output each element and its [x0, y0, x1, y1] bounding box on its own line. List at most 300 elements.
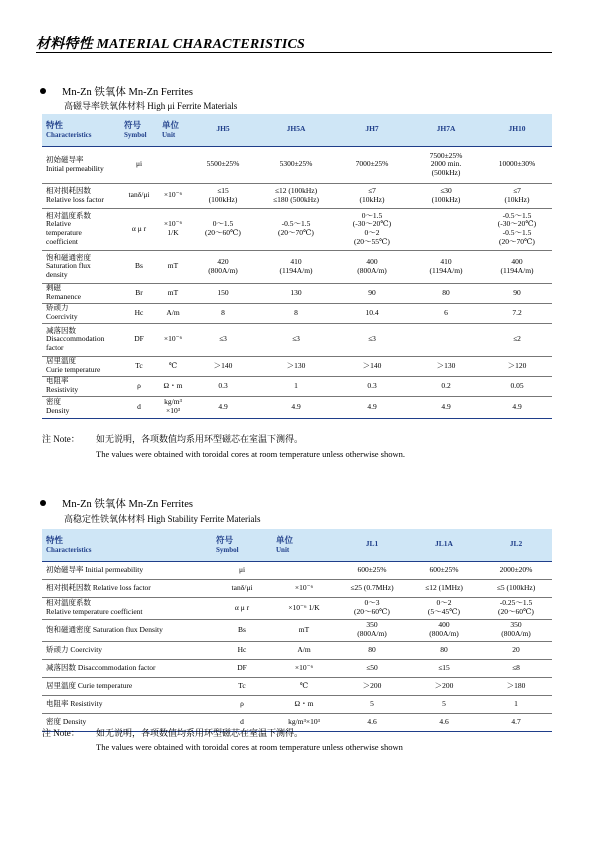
value-cell [258, 396, 334, 418]
cell-line: (10kHz) [504, 194, 530, 204]
cell-line: (100kHz) [431, 194, 461, 204]
cell-line: 8 [294, 307, 298, 317]
value-cell [410, 323, 482, 356]
characteristic-cell [42, 323, 120, 356]
table-row [42, 561, 552, 579]
cell-line: 600±25% [429, 564, 459, 574]
cell-line: 80 [440, 644, 448, 654]
symbol-cell: Hc [120, 303, 158, 323]
cell-line: 电阻率 Resistivity [46, 698, 103, 708]
table-row [42, 283, 552, 303]
characteristic-cell [42, 597, 212, 619]
unit-cell: ℃ [158, 356, 188, 376]
cell-line: 80 [442, 287, 450, 297]
cell-line: ≤15 [217, 185, 229, 195]
cell-line: 10.4 [365, 307, 379, 317]
value-cell [334, 376, 410, 396]
value-cell [480, 677, 552, 695]
value-cell [408, 677, 480, 695]
unit-cell: kg/m³ ×10³ [158, 396, 188, 418]
header-grade: JL2 [480, 529, 552, 561]
value-cell [336, 713, 408, 731]
cell-line: (800A/m) [501, 629, 531, 638]
cell-line: ≤12 (1MHz) [425, 582, 463, 592]
note-cn: 如无说明，各项数值均系用环型磁芯在室温下测得。 [96, 434, 304, 444]
unit-cell: A/m [158, 303, 188, 323]
value-cell [334, 208, 410, 250]
value-cell [408, 597, 480, 619]
value-cell [480, 579, 552, 597]
table-row [42, 323, 552, 356]
header-grade: JL1A [408, 529, 480, 561]
cell-line: 相对温度系数 [46, 210, 91, 220]
section2-note-en: The values were obtained with toroidal cores at room temperature unless otherwise shown [96, 742, 403, 752]
value-cell [334, 250, 410, 283]
table-row [42, 376, 552, 396]
cell-line: (800A/m) [357, 265, 387, 275]
cell-line: ≤5 (100kHz) [496, 582, 536, 592]
cell-line: 0～1.5 [361, 210, 383, 220]
cell-line: (5～45℃) [427, 607, 461, 616]
cell-line: ≤3 [292, 334, 300, 344]
cell-line: 0～2 [364, 228, 380, 237]
bullet-icon [40, 88, 46, 94]
cell-line: (20～60℃) [498, 607, 534, 616]
value-cell [188, 356, 258, 376]
cell-line: (20～70℃) [499, 236, 535, 246]
cell-line: ＞120 [507, 360, 527, 370]
value-cell [258, 250, 334, 283]
cell-line: 350 [366, 620, 378, 630]
header-en: Characteristics [46, 130, 92, 139]
value-cell [336, 579, 408, 597]
characteristic-cell [42, 183, 120, 208]
value-cell [410, 396, 482, 418]
header-en: Symbol [124, 130, 147, 139]
value-cell [408, 695, 480, 713]
cell-line: 350 [510, 620, 522, 630]
header-cn: 特性 [46, 534, 64, 545]
cell-line: (20～60℃) [354, 607, 390, 616]
cell-line: (500kHz) [431, 167, 461, 177]
cell-line: 初始磁导率 Initial permeability [46, 564, 144, 574]
header-unit [272, 529, 336, 561]
value-cell [408, 579, 480, 597]
cell-line: Density [46, 406, 70, 415]
cell-line: (20～55℃) [354, 236, 390, 246]
header-grade: JH5 [188, 114, 258, 146]
characteristic-cell [42, 695, 212, 713]
value-cell [258, 146, 334, 183]
symbol-cell: μi [212, 561, 272, 579]
cell-line: 80 [368, 644, 376, 654]
table-row [42, 695, 552, 713]
cell-line: 0.3 [218, 380, 228, 390]
cell-line: -0.5～1.5 [502, 228, 532, 237]
header-en: Unit [162, 130, 176, 139]
cell-line: ≤3 [368, 334, 376, 344]
cell-line: 2000±20% [499, 564, 533, 574]
cell-line: 420 [217, 256, 229, 266]
cell-line: 2000 min. [430, 159, 462, 169]
unit-cell: ×10⁻⁶ [272, 579, 336, 597]
unit-cell: kg/m³×10³ [272, 713, 336, 731]
cell-line: 相对损耗因数 [46, 185, 91, 195]
table-row [42, 146, 552, 183]
unit-cell [272, 561, 336, 579]
value-cell [482, 376, 552, 396]
value-cell [334, 323, 410, 356]
cell-line: Saturation flux [46, 261, 91, 271]
cell-line: ≤7 [368, 185, 376, 195]
value-cell [188, 208, 258, 250]
cell-line: 0.2 [441, 380, 451, 390]
table-header-row [42, 114, 552, 146]
value-cell [410, 183, 482, 208]
symbol-cell: d [120, 396, 158, 418]
value-cell [482, 146, 552, 183]
value-cell [336, 561, 408, 579]
header-symbol [120, 114, 158, 146]
value-cell [188, 250, 258, 283]
cell-line: 相对损耗因数 Relative loss factor [46, 582, 151, 592]
section2-heading-text: Mn-Zn 铁氧体 Mn-Zn Ferrites [62, 499, 193, 510]
unit-cell: Ω・m [158, 376, 188, 396]
value-cell [408, 713, 480, 731]
section1-heading-text: Mn-Zn 铁氧体 Mn-Zn Ferrites [62, 87, 193, 98]
cell-line: 饱和磁通密度 [46, 252, 91, 262]
cell-line: 10000±30% [498, 159, 536, 169]
cell-line: -0.5～1.5 [502, 210, 532, 220]
symbol-cell: DF [212, 659, 272, 677]
characteristic-cell [42, 283, 120, 303]
cell-line: 4.9 [512, 401, 522, 411]
header-grade: JH7A [410, 114, 482, 146]
table-row [42, 677, 552, 695]
value-cell [258, 208, 334, 250]
symbol-cell: Tc [120, 356, 158, 376]
value-cell [188, 376, 258, 396]
cell-line: ≤3 [219, 334, 227, 344]
table-row [42, 597, 552, 619]
cell-line: 4.9 [291, 401, 301, 411]
table-row [42, 208, 552, 250]
cell-line: 7500±25% [429, 150, 463, 160]
cell-line: 410 [440, 256, 452, 266]
cell-line: 4.6 [367, 716, 377, 726]
cell-line: (800A/m) [208, 265, 238, 275]
value-cell [188, 183, 258, 208]
cell-line: ＞200 [434, 680, 454, 690]
value-cell [480, 619, 552, 641]
unit-cell: mT [272, 619, 336, 641]
cell-line: Coercivity [46, 312, 78, 321]
header-cn: 符号 [216, 534, 234, 545]
characteristic-cell [42, 579, 212, 597]
value-cell [258, 303, 334, 323]
cell-line: 初始磁导率 [46, 154, 84, 164]
cell-line: 居里温度 [46, 356, 76, 366]
cell-line: 4.7 [511, 716, 521, 726]
symbol-cell: Br [120, 283, 158, 303]
unit-cell: ×10⁻⁶ 1/K [158, 208, 188, 250]
value-cell [334, 396, 410, 418]
cell-line: 7.2 [512, 307, 522, 317]
symbol-cell: α μ r [120, 208, 158, 250]
cell-line: Resistivity [46, 385, 79, 394]
header-grade: JH10 [482, 114, 552, 146]
value-cell [480, 695, 552, 713]
section2-subheading: 高稳定性铁氧体材料 High Stability Ferrite Materials [64, 514, 261, 524]
value-cell [336, 659, 408, 677]
value-cell [408, 659, 480, 677]
value-cell [258, 283, 334, 303]
cell-line: coefficient [46, 236, 78, 246]
section1-subheading: 高磁导率铁氧体材料 High μi Ferrite Materials [64, 101, 238, 111]
cell-line: (-30～20℃) [497, 219, 537, 229]
cell-line: 400 [366, 256, 378, 266]
value-cell [258, 183, 334, 208]
cell-line: ＞140 [362, 360, 382, 370]
characteristic-cell [42, 619, 212, 641]
value-cell [482, 396, 552, 418]
header-cn: 特性 [46, 119, 64, 130]
value-cell [188, 146, 258, 183]
cell-line: (10kHz) [359, 194, 385, 204]
header-en: Symbol [216, 545, 239, 554]
cell-line: (20～70℃) [278, 228, 314, 237]
cell-line: ＞130 [436, 360, 456, 370]
header-cn: 单位 [162, 119, 180, 130]
unit-cell: ℃ [272, 677, 336, 695]
cell-line: 90 [513, 287, 521, 297]
value-cell [482, 250, 552, 283]
note-cn: 如无说明，各项数值均系用环型磁芯在室温下测得。 [96, 728, 304, 738]
cell-line: 相对温度系数 [46, 598, 91, 608]
cell-line: 4.9 [367, 401, 377, 411]
cell-line: 7000±25% [355, 159, 389, 169]
cell-line: ≤25 (0.7MHz) [350, 582, 394, 592]
cell-line: 剩磁 [46, 283, 61, 293]
value-cell [258, 376, 334, 396]
value-cell [408, 641, 480, 659]
cell-line: 矫顽力 Coercivity [46, 644, 103, 654]
cell-line: Initial permeability [46, 163, 104, 173]
cell-line: 130 [290, 287, 302, 297]
characteristic-cell [42, 659, 212, 677]
value-cell [336, 619, 408, 641]
value-cell [482, 323, 552, 356]
table-header-row [42, 529, 552, 561]
unit-cell: ×10⁻⁶ [272, 659, 336, 677]
value-cell [410, 376, 482, 396]
value-cell [480, 713, 552, 731]
table-row [42, 659, 552, 677]
value-cell [336, 677, 408, 695]
cell-line: (1194A/m) [279, 265, 313, 275]
section1-note [42, 432, 303, 445]
symbol-cell: Tc [212, 677, 272, 695]
cell-line: 减落因数 [46, 325, 76, 335]
value-cell [336, 597, 408, 619]
cell-line: 150 [217, 287, 229, 297]
cell-line: 密度 Density [46, 716, 87, 726]
cell-line: ＞140 [213, 360, 233, 370]
header-characteristics [42, 529, 212, 561]
cell-line: ≤15 [438, 662, 450, 672]
value-cell [408, 561, 480, 579]
cell-line: Remanence [46, 292, 81, 301]
note-label: 注 Note： [42, 728, 80, 738]
header-characteristics [42, 114, 120, 146]
symbol-cell: ρ [120, 376, 158, 396]
cell-line: temperature [46, 228, 82, 237]
value-cell [482, 356, 552, 376]
value-cell [482, 283, 552, 303]
cell-line: 1 [294, 380, 298, 390]
cell-line: ≤180 (500kHz) [273, 194, 319, 204]
cell-line: 0～1.5 [212, 219, 234, 229]
symbol-cell: α μ r [212, 597, 272, 619]
cell-line: Curie temperature [46, 365, 101, 374]
cell-line: Relative temperature coefficient [46, 607, 143, 616]
page-title: 材料特性 MATERIAL CHARACTERISTICS [36, 37, 306, 52]
cell-line: 电阻率 [46, 376, 69, 386]
table-row [42, 303, 552, 323]
value-cell [334, 356, 410, 376]
note-label: 注 Note： [42, 434, 80, 444]
cell-line: 400 [511, 256, 523, 266]
table-row [42, 250, 552, 283]
characteristic-cell [42, 396, 120, 418]
value-cell [334, 283, 410, 303]
header-symbol [212, 529, 272, 561]
table-row [42, 619, 552, 641]
value-cell [480, 659, 552, 677]
cell-line: 1 [514, 698, 518, 708]
cell-line: 90 [368, 287, 376, 297]
cell-line: 居里温度 Curie temperature [46, 680, 133, 690]
characteristic-cell [42, 356, 120, 376]
value-cell [336, 641, 408, 659]
header-en: Characteristics [46, 545, 92, 554]
value-cell [482, 303, 552, 323]
cell-line: 0.05 [510, 380, 524, 390]
value-cell [258, 323, 334, 356]
value-cell [188, 283, 258, 303]
cell-line: 5 [370, 698, 374, 708]
cell-line: Relative [46, 219, 71, 229]
bullet-icon [40, 500, 46, 506]
value-cell [336, 695, 408, 713]
symbol-cell: tanδ/μi [212, 579, 272, 597]
value-cell [410, 356, 482, 376]
cell-line: ≤7 [513, 185, 521, 195]
section1-heading [40, 84, 193, 99]
cell-line: factor [46, 342, 64, 352]
cell-line: 0.3 [367, 380, 377, 390]
cell-line: (1194A/m) [500, 265, 534, 275]
value-cell [482, 183, 552, 208]
value-cell [480, 561, 552, 579]
cell-line: 5 [442, 698, 446, 708]
characteristic-cell [42, 208, 120, 250]
cell-line: ≤8 [512, 662, 520, 672]
cell-line: 饱和磁通密度 Saturation flux Density [46, 624, 163, 634]
cell-line: 8 [221, 307, 225, 317]
table-row [42, 183, 552, 208]
characteristic-cell [42, 561, 212, 579]
value-cell [482, 208, 552, 250]
header-unit [158, 114, 188, 146]
cell-line: ≤30 [440, 185, 452, 195]
cell-line: 400 [438, 620, 450, 630]
value-cell [188, 323, 258, 356]
characteristic-cell [42, 303, 120, 323]
value-cell [410, 283, 482, 303]
cell-line: (20～60℃) [205, 228, 241, 237]
cell-line: 5300±25% [279, 159, 313, 169]
unit-cell: mT [158, 250, 188, 283]
cell-line: 减落因数 Disaccommodation factor [46, 662, 156, 672]
table-row [42, 579, 552, 597]
characteristic-cell [42, 641, 212, 659]
section2-heading [40, 496, 193, 511]
symbol-cell: d [212, 713, 272, 731]
cell-line: 4.9 [218, 401, 228, 411]
characteristic-cell [42, 376, 120, 396]
table-row [42, 356, 552, 376]
unit-cell: A/m [272, 641, 336, 659]
cell-line: ＞130 [286, 360, 306, 370]
value-cell [334, 183, 410, 208]
value-cell [480, 597, 552, 619]
cell-line: (1194A/m) [429, 265, 463, 275]
cell-line: (-30～20℃) [352, 219, 392, 229]
cell-line: 0～3 [364, 598, 380, 608]
unit-cell: ×10⁻⁶ 1/K [272, 597, 336, 619]
value-cell [410, 208, 482, 250]
header-en: Unit [276, 545, 290, 554]
cell-line: 5500±25% [206, 159, 240, 169]
header-grade: JH7 [334, 114, 410, 146]
header-cn: 符号 [124, 119, 142, 130]
unit-cell: mT [158, 283, 188, 303]
symbol-cell: DF [120, 323, 158, 356]
header-grade: JH5A [258, 114, 334, 146]
cell-line: -0.25～1.5 [499, 598, 533, 608]
cell-line: ≤50 [366, 662, 378, 672]
cell-line: Relative loss factor [46, 194, 104, 204]
value-cell [188, 396, 258, 418]
cell-line: ≤12 (100kHz) [274, 185, 318, 195]
unit-cell: ×10⁻⁶ [158, 183, 188, 208]
table-row [42, 396, 552, 418]
characteristic-cell [42, 677, 212, 695]
symbol-cell: tanδ/μi [120, 183, 158, 208]
cell-line: 600±25% [357, 564, 387, 574]
cell-line: 4.6 [439, 716, 449, 726]
title-rule [36, 52, 552, 53]
value-cell [334, 146, 410, 183]
cell-line: ＞200 [362, 680, 382, 690]
value-cell [410, 250, 482, 283]
value-cell [480, 641, 552, 659]
cell-line: 410 [290, 256, 302, 266]
cell-line: (100kHz) [208, 194, 238, 204]
value-cell [410, 303, 482, 323]
symbol-cell: Bs [212, 619, 272, 641]
